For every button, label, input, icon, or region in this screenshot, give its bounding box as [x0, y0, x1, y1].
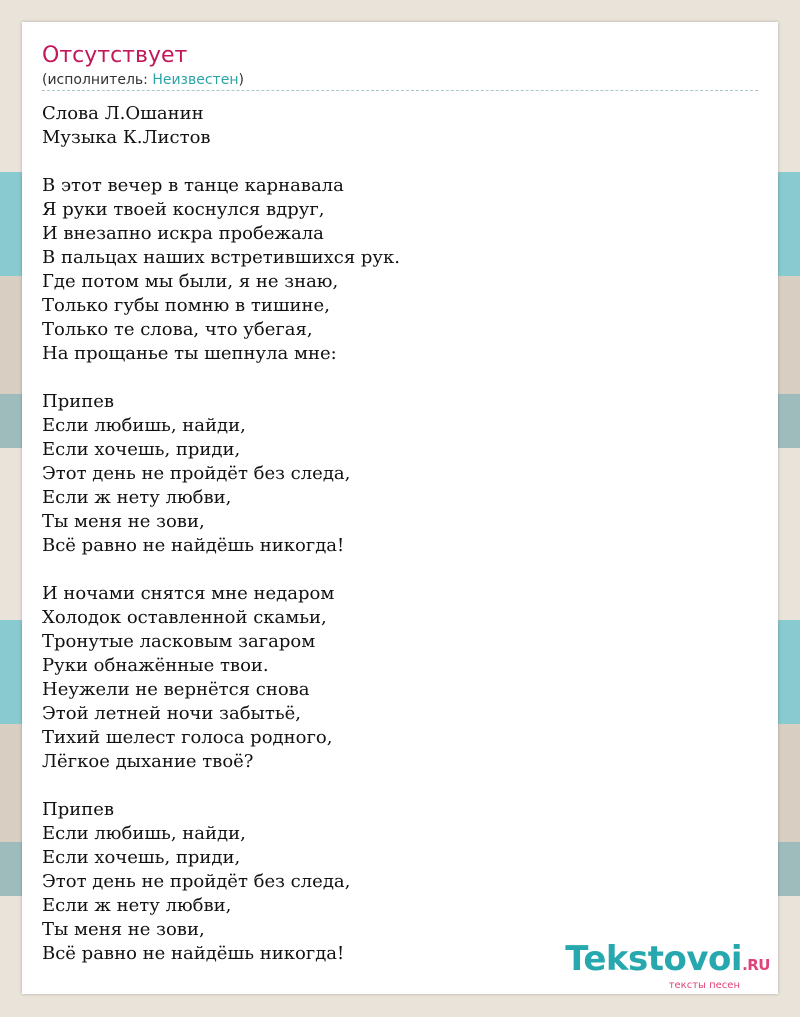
lyric-line: Тронутые ласковым загаром — [42, 631, 316, 652]
lyric-line: В пальцах наших встретившихся рук. — [42, 247, 400, 268]
lyric-line: Если ж нету любви, — [42, 895, 232, 916]
lyric-line: Если ж нету любви, — [42, 487, 232, 508]
performer-suffix: ) — [238, 72, 244, 88]
site-logo[interactable] — [565, 939, 770, 992]
lyric-line: На прощанье ты шепнула мне: — [42, 343, 337, 364]
lyric-line: Тихий шелест голоса родного, — [42, 727, 333, 748]
lyric-line: И внезапно искра пробежала — [42, 223, 324, 244]
lyric-line: Музыка К.Листов — [42, 127, 211, 148]
song-title: Отсутствует — [42, 43, 188, 68]
title-divider — [42, 90, 758, 91]
logo-tagline: тексты песен — [668, 980, 740, 991]
lyric-line: Если любишь, найди, — [42, 415, 246, 436]
performer-link[interactable]: Неизвестен — [152, 72, 239, 88]
lyric-line: Если хочешь, приди, — [42, 439, 241, 460]
lyric-line: Всё равно не найдёшь никогда! — [42, 943, 345, 964]
lyric-line: Руки обнажённые твои. — [42, 655, 269, 676]
lyric-line — [42, 558, 758, 582]
lyric-line: Неужели не вернётся снова — [42, 679, 310, 700]
lyric-line: Этой летней ночи забытьё, — [42, 703, 301, 724]
lyric-line: Если любишь, найди, — [42, 823, 246, 844]
lyric-line: Слова Л.Ошанин — [42, 103, 204, 124]
lyric-line: Я руки твоей коснулся вдруг, — [42, 199, 325, 220]
lyric-line: Припев — [42, 391, 114, 412]
logo-brand: Tekstovoi — [565, 939, 743, 979]
lyric-line: Где потом мы были, я не знаю, — [42, 271, 339, 292]
lyric-line — [42, 150, 758, 174]
performer-prefix: (исполнитель: — [42, 72, 153, 88]
lyric-line: Лёгкое дыхание твоё? — [42, 751, 254, 772]
lyric-line — [42, 366, 758, 390]
lyric-line: В этот вечер в танце карнавала — [42, 175, 344, 196]
logo-tld: .RU — [742, 956, 770, 974]
lyric-line: Припев — [42, 799, 114, 820]
lyric-line: Если хочешь, приди, — [42, 847, 241, 868]
lyric-line: Ты меня не зови, — [42, 919, 205, 940]
lyric-line: Холодок оставленной скамьи, — [42, 607, 327, 628]
lyric-line: Этот день не пройдёт без следа, — [42, 463, 351, 484]
lyric-line: Только губы помню в тишине, — [42, 295, 330, 316]
lyric-line: И ночами снятся мне недаром — [42, 583, 335, 604]
lyric-line: Этот день не пройдёт без следа, — [42, 871, 351, 892]
lyrics-text — [42, 102, 758, 966]
performer-line — [42, 71, 244, 89]
lyrics-card — [22, 22, 778, 994]
lyric-line: Всё равно не найдёшь никогда! — [42, 535, 345, 556]
lyric-line: Только те слова, что убегая, — [42, 319, 313, 340]
lyric-line — [42, 774, 758, 798]
lyric-line: Ты меня не зови, — [42, 511, 205, 532]
